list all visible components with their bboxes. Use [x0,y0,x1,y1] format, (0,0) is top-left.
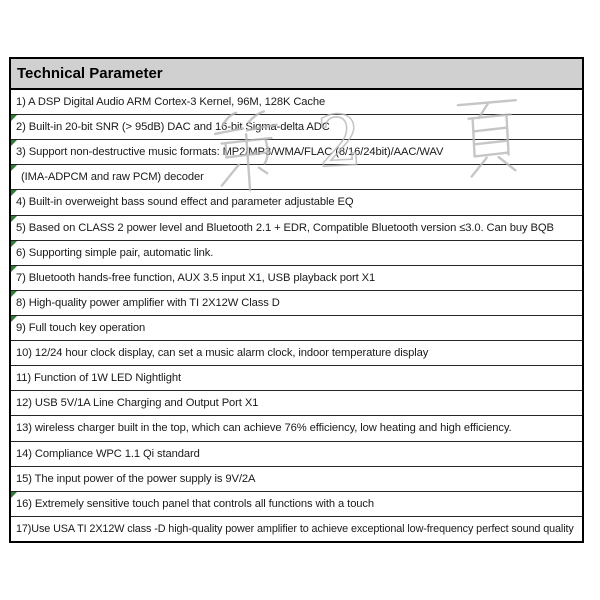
table-row-text: 10) 12/24 hour clock display, can set a music alarm clock, indoor temperature display [16,347,429,360]
table-row [11,517,582,541]
table-row-text: 15) The input power of the power supply is 9V/2A [16,472,256,485]
cell-comment-marker-triangle [11,291,17,297]
cell-comment-marker-triangle [11,165,17,171]
table-row [11,316,582,341]
technical-parameter-table [9,57,584,543]
table-row [11,416,582,441]
table-row-text: 6) Supporting simple pair, automatic link. [16,246,214,259]
table-row-text: 14) Compliance WPC 1.1 Qi standard [16,447,200,460]
table-row-text: 8) High-quality power amplifier with TI 2X12W Class D [16,296,280,309]
table-row-text: 12) USB 5V/1A Line Charging and Output Port X1 [16,397,259,410]
table-row-text: 2) Built-in 20-bit SNR (> 95dB) DAC and 16-bit Sigma-delta ADC [16,121,330,134]
table-row [11,366,582,391]
cell-comment-marker-triangle [11,241,17,247]
table-row [11,391,582,416]
table-row [11,165,582,190]
table-row [11,190,582,215]
cell-comment-marker-triangle [11,216,17,222]
table-title: Technical Parameter [17,65,163,82]
table-row-text: 4) Built-in overweight bass sound effect and parameter adjustable EQ [16,196,354,209]
table-row [11,492,582,517]
cell-comment-marker-triangle [11,316,17,322]
table-row-text: 5) Based on CLASS 2 power level and Bluetooth 2.1 + EDR, Compatible Bluetooth version ≤3.0. Can buy BQB [16,221,554,234]
cell-comment-marker-triangle [11,140,17,146]
table-row [11,467,582,492]
cell-comment-marker-triangle [11,492,17,498]
table-header-row [11,59,582,90]
table-row-text: 17)Use USA TI 2X12W class -D high-quality power amplifier to achieve exceptional low-frequency perfect sound quality [16,522,574,535]
cell-comment-marker-triangle [11,266,17,272]
table-row-text: (IMA-ADPCM and raw PCM) decoder [21,171,204,184]
table-row [11,90,582,115]
table-row [11,241,582,266]
table-row [11,140,582,165]
table-row [11,266,582,291]
table-row [11,115,582,140]
cell-comment-marker-triangle [11,115,17,121]
table-row [11,442,582,467]
table-row [11,291,582,316]
table-row [11,341,582,366]
table-row-text: 1) A DSP Digital Audio ARM Cortex-3 Kernel, 96M, 128K Cache [16,96,326,109]
cell-comment-marker-triangle [11,190,17,196]
watermark-char-2: 2 [315,99,365,184]
table-row-text: 9) Full touch key operation [16,322,146,335]
table-row-text: 16) Extremely sensitive touch panel that controls all functions with a touch [16,497,375,510]
table-body [11,90,582,541]
table-row-text: 11) Function of 1W LED Nightlight [16,372,182,385]
table-row [11,216,582,241]
table-row-text: 13) wireless charger built in the top, which can achieve 76% efficiency, low heating and high efficiency. [16,422,512,435]
table-row-text: 3) Support non-destructive music formats: MP2/MP3/WMA/FLAC (8/16/24bit)/AAC/WAV [16,146,444,159]
table-row-text: 7) Bluetooth hands-free function, AUX 3.5 input X1, USB playback port X1 [16,271,376,284]
